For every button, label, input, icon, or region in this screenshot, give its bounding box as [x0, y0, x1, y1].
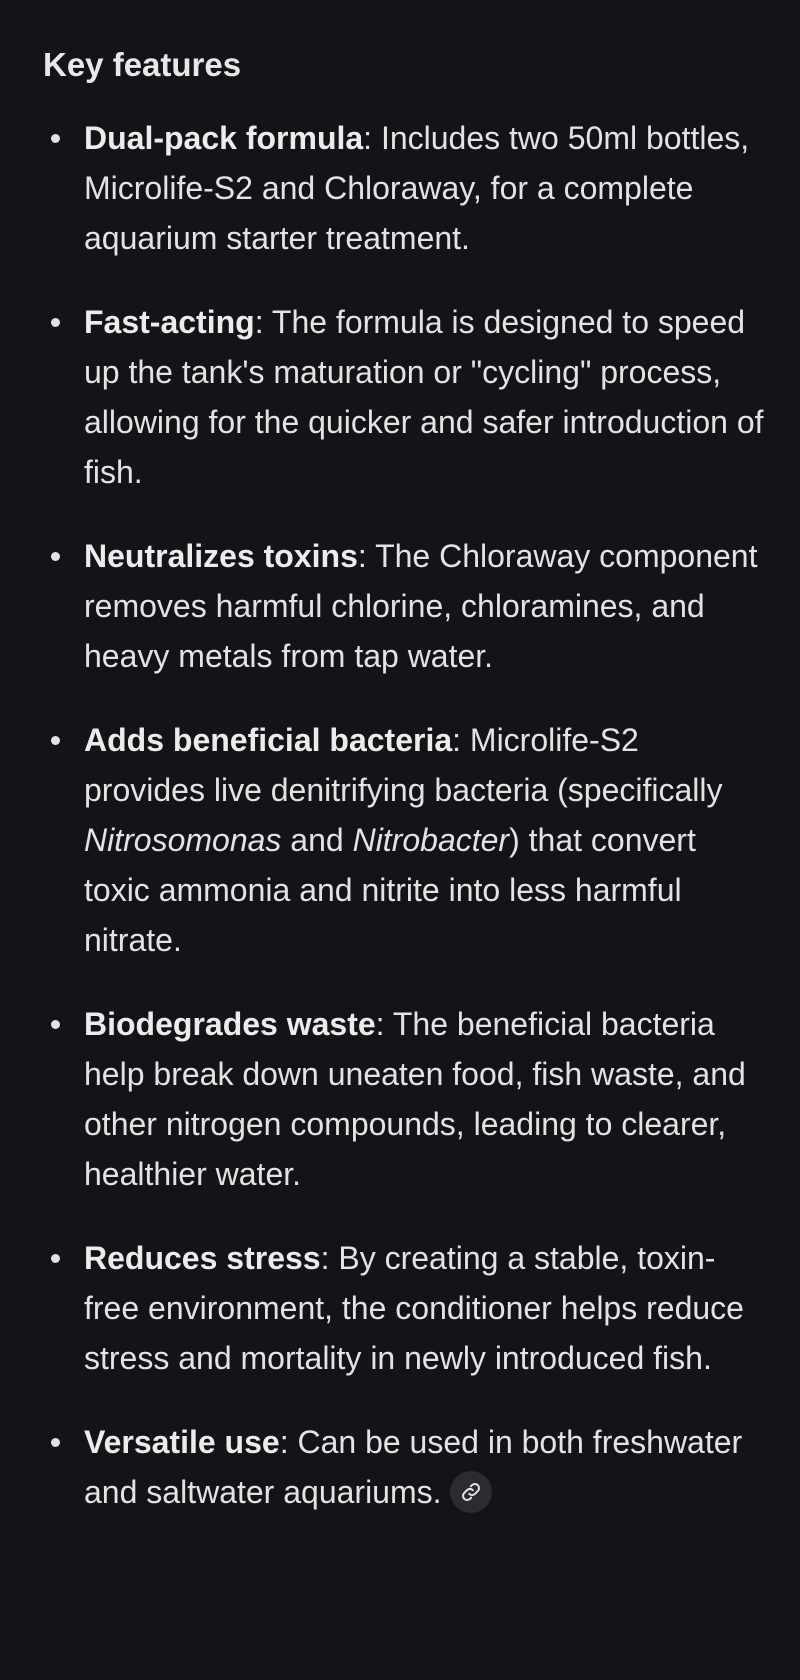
bullet-icon — [51, 1254, 60, 1263]
bullet-icon — [51, 736, 60, 745]
feature-title: Fast-acting — [84, 304, 255, 340]
list-item — [42, 1233, 764, 1383]
feature-text: : The beneficial bacteria help break down uneaten food, fish waste, and other nitrogen compounds, leading to clearer, healthier water. — [84, 1006, 746, 1192]
feature-title: Biodegrades waste — [84, 1006, 376, 1042]
feature-text: : Microlife-S2 provides live denitrifying bacteria (specifically — [84, 722, 723, 808]
list-item — [42, 297, 764, 497]
list-item — [42, 113, 764, 263]
bullet-icon — [51, 1438, 60, 1447]
feature-title: Reduces stress — [84, 1240, 321, 1276]
feature-text: : The formula is designed to speed up the tank's maturation or "cycling" process, allowing for the quicker and safer introduction of fish. — [84, 304, 764, 490]
feature-italic-term: Nitrobacter — [352, 822, 510, 858]
feature-list — [42, 113, 764, 1517]
bullet-icon — [51, 552, 60, 561]
feature-text: ) that convert toxic ammonia and nitrite into less harmful nitrate. — [84, 822, 696, 958]
list-item — [42, 1417, 764, 1517]
source-link-button[interactable] — [450, 1471, 492, 1513]
feature-text: : Can be used in both freshwater and saltwater aquariums. — [84, 1424, 743, 1510]
list-item — [42, 715, 764, 965]
bullet-icon — [51, 1020, 60, 1029]
feature-title: Adds beneficial bacteria — [84, 722, 453, 758]
bullet-icon — [51, 318, 60, 327]
list-item — [42, 531, 764, 681]
feature-italic-term: Nitrosomonas — [84, 822, 282, 858]
feature-text: : By creating a stable, toxin-free environment, the conditioner helps reduce stress and mortality in newly introduced fish. — [84, 1240, 744, 1376]
section-heading: Key features — [43, 46, 242, 83]
feature-text: : The Chloraway component removes harmful chlorine, chloramines, and heavy metals from tap water. — [84, 538, 758, 674]
list-item — [42, 999, 764, 1199]
feature-title: Versatile use — [84, 1424, 280, 1460]
feature-text: and — [281, 822, 353, 858]
feature-text: : Includes two 50ml bottles, Microlife-S2 and Chloraway, for a complete aquarium starter treatment. — [84, 120, 750, 256]
feature-title: Dual-pack formula — [84, 120, 364, 156]
link-icon — [460, 1481, 482, 1503]
bullet-icon — [51, 134, 60, 143]
feature-title: Neutralizes toxins — [84, 538, 358, 574]
